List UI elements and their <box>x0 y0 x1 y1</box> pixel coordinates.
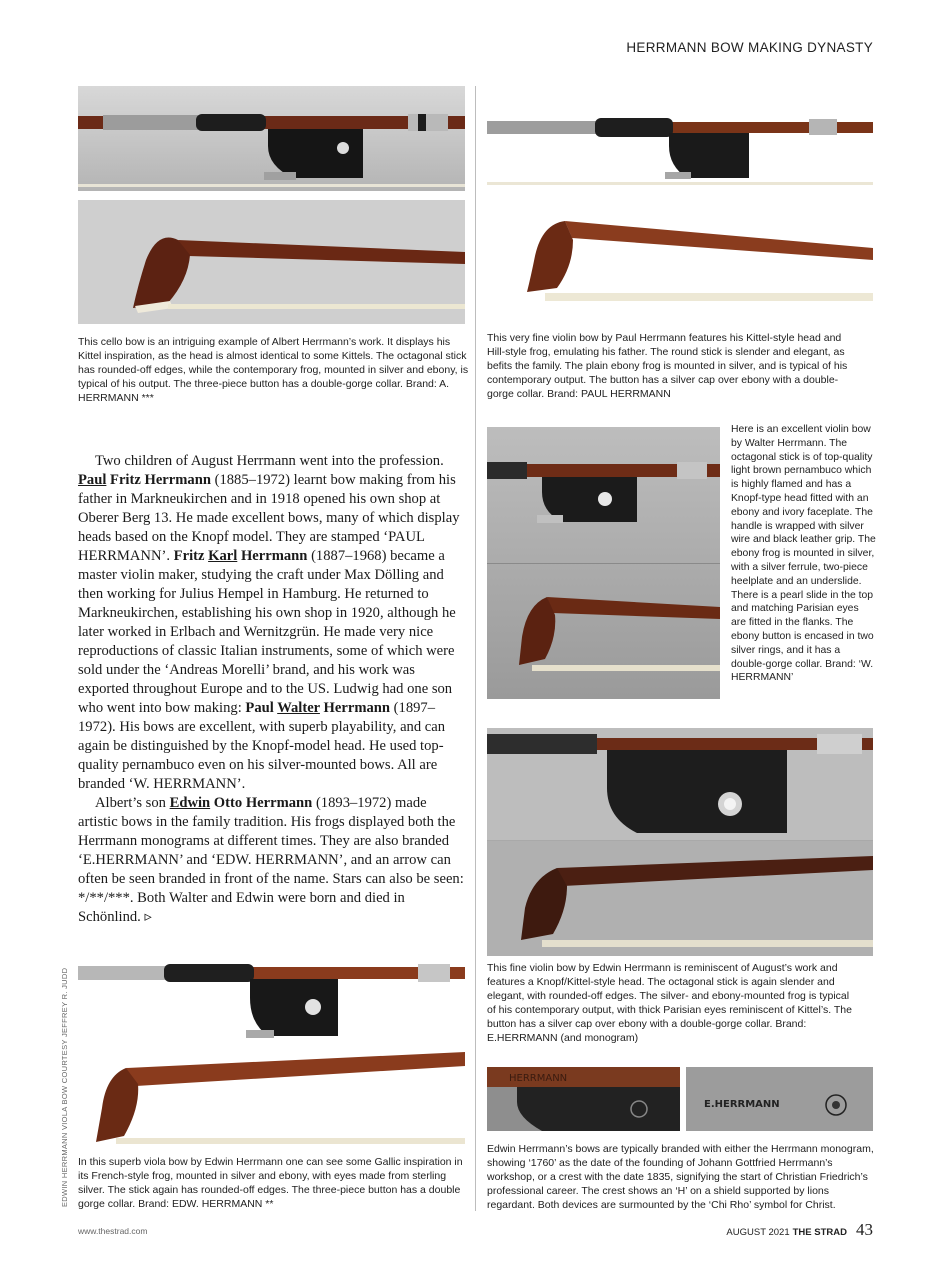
paul-violin-bow-caption: This very fine violin bow by Paul Herrmann features his Kittel-style head and Hill-style frog, emulating his father. The round stick is slender and elegant, as befits the family. The plain ebony frog is mounted in silver, and is typical of his contemporary output. The button has a silver cap over ebony with a double-gorge collar. Brand: PAUL HERRMANN <box>487 332 848 400</box>
cello-bow-head-photo <box>78 200 465 324</box>
cello-bow-frog-photo <box>78 86 465 191</box>
edwin-violin-bow-photo <box>487 728 873 956</box>
walter-violin-bow-caption: Here is an excellent violin bow by Walter Herrmann. The octagonal stick is of top-quality light brown pernambuco which is highly flamed and has a Knopf-type head fitted with an ebony and ivory faceplate. The handle is wrapped with silver wire and black leather grip. The ebony frog is mounted in silver, with a silver ferrule, two-piece heelplate and an underslide. There is a pearl slide in the top and matching Parisian eyes are fitted in the flanks. The ebony button is encased in two silver rings, and it has a double-gorge collar. Brand: ‘W. HERRMANN’ <box>731 424 876 684</box>
edwin-crest-stamp-photo <box>686 1067 873 1131</box>
cello-bow-caption: This cello bow is an intriguing example of Albert Herrmann’s work. It displays his Kittel inspiration, as the head is almost identical to some Kittels. The octagonal stick has rounded-off edges, while the contemporary frog, mounted in silver and ebony, is typical of his output. The three-piece button has a double-gorge collar. Brand: A. HERRMANN *** <box>78 336 469 404</box>
edwin-violin-bow-caption: This fine violin bow by Edwin Herrmann is reminiscent of August’s work and features a Knopf/Kittel-style head. The octagonal stick is again slender and elegant, with rounded-off edges. The silver- and ebony-mounted frog is typical of his contemporary output, with thick Parisian eyes reminiscent of Kittel’s. The button has a silver cap over ebony with a double-gorge collar. Brand: E.HERRMANN (and monogram) <box>487 962 852 1044</box>
column-divider <box>475 86 476 1211</box>
paul-violin-bow-head-photo <box>487 196 873 318</box>
article-paragraph-2: Albert’s son Edwin Otto Herrmann (1893–1972) made artistic bows in the family tradition. His frogs displayed both the Herrmann monograms at different times. They are also branded ‘E.HERRMANN’ and ‘EDW. HERRMANN’, and an arrow can often be seen branded in front of the name. Stars can also be seen: */**/***. Both Walter and Edwin were born and died in Schönlind. ▹ <box>78 795 464 925</box>
running-head: HERRMANN BOW MAKING DYNASTY <box>626 40 873 55</box>
footer-issue: AUGUST 2021 <box>726 1227 790 1238</box>
edwin-brands-caption: Edwin Herrmann’s bows are typically branded with either the Herrmann monogram, showing ‘1760’ as the date of the founding of Johann Gottfried Herrmann’s workshop, or a crest with the date 1835, signifying the start of Christian Friedrich’s professional career. The crest shows an ‘H’ on a shield supported by lions regardant. Both devices are surmounted by the ‘Chi Rho’ symbol for Christ. <box>487 1143 874 1211</box>
footer-folio <box>726 1220 873 1240</box>
page-number: 43 <box>856 1220 873 1239</box>
brand-stamp-right: E.HERRMANN <box>704 1099 780 1110</box>
footer-magazine: THE STRAD <box>792 1227 847 1238</box>
walter-violin-bow-photo <box>487 427 720 699</box>
edwin-viola-bow-caption: In this superb viola bow by Edwin Herrmann one can see some Gallic inspiration in its French-style frog, mounted in silver and ebony, with eyes made from sterling silver. The stick again has rounded-off edges. The three-piece button has a double gorge collar. Brand: EDW. HERRMANN ** <box>78 1156 463 1210</box>
article-paragraph-1: Two children of August Herrmann went into the profession. Paul Fritz Herrmann (1885–1972) learnt bow making from his father in Markneukirchen and in 1918 opened his own shop at Oberer Berg 13. He made excellent bows, many of which display heads based on the Knopf model. They are stamped ‘PAUL HERRMANN’. Fritz Karl Herrmann (1887–1968) became a master violin maker, studying the craft under Max Dölling and then working for Julius Hempel in Hamburg. He returned to Markneukirchen, establishing his own shop in 1920, although he later worked in Erlbach and Wernitzgrün. He made very nice reproductions of classic Italian instruments, some of which were sold under the ‘Andreas Morelli’ brand, and his work was exported throughout Europe and to the US. Ludwig had one son who went into bow making: Paul Walter Herrmann (1897–1972). His bows are excellent, with superb playability, and can again be distinguished by the Knopf-model head. He used top-quality pernambuco even on his silver-mounted bows. All are branded ‘W. HERRMANN’. <box>78 453 460 792</box>
photo-credit: EDWIN HERRMANN VIOLA BOW COURTESY JEFFREY R. JUDD <box>60 967 69 1207</box>
paul-violin-bow-frog-photo <box>487 86 873 186</box>
article-body <box>78 452 468 927</box>
edwin-brand-stamp-photo <box>487 1067 680 1131</box>
brand-stamp-left: HERRMANN <box>509 1073 568 1084</box>
footer-website: www.thestrad.com <box>78 1226 148 1236</box>
edwin-viola-bow-photo <box>78 958 465 1148</box>
